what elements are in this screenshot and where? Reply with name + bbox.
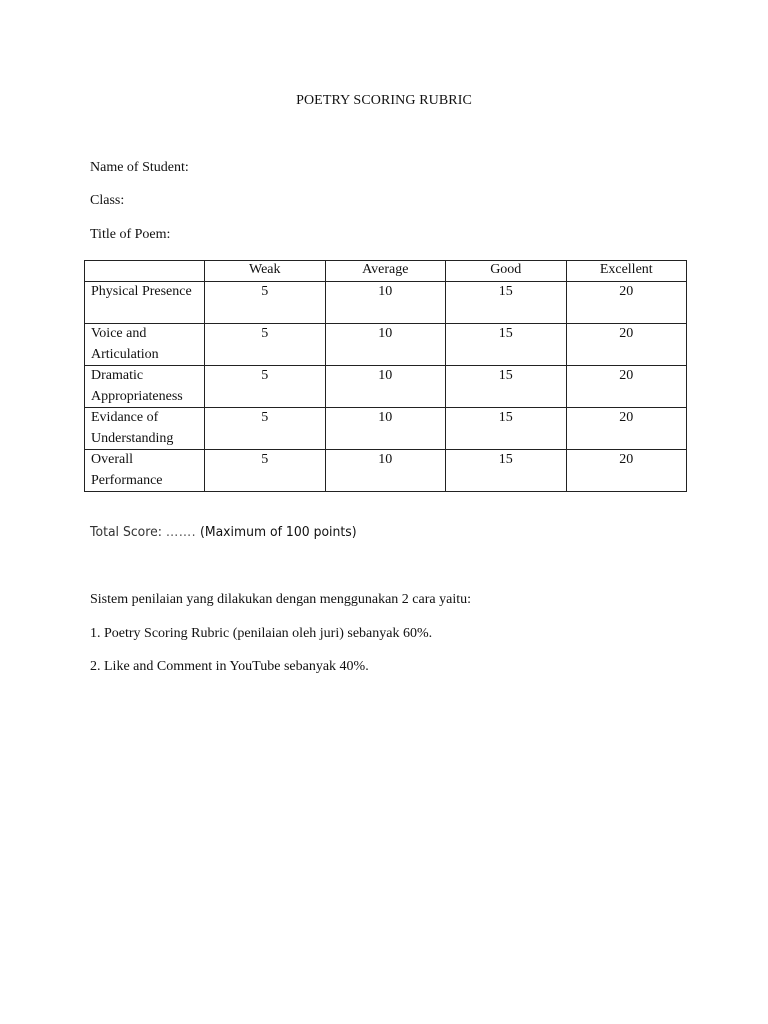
poem-title-label: Title of Poem: [90,227,171,242]
score-cell: 20 [566,324,687,366]
score-cell: 5 [205,366,326,408]
rubric-header-row [85,261,687,282]
document-title: POETRY SCORING RUBRIC [296,93,472,108]
score-cell: 20 [566,366,687,408]
score-cell: 10 [325,450,446,492]
criterion-cell: Dramatic Appropriateness [85,366,205,408]
score-cell: 10 [325,282,446,324]
criterion-cell: Evidance of Understanding [85,408,205,450]
score-cell: 20 [566,408,687,450]
score-cell: 5 [205,450,326,492]
score-cell: 5 [205,282,326,324]
score-cell: 15 [446,366,567,408]
criterion-cell: Voice and Articulation [85,324,205,366]
score-cell: 5 [205,324,326,366]
score-cell: 15 [446,282,567,324]
scoring-method-1: 1. Poetry Scoring Rubric (penilaian oleh juri) sebanyak 60%. [90,626,433,641]
total-score-line [90,524,357,540]
table-row [85,282,687,324]
scoring-system-intro: Sistem penilaian yang dilakukan dengan menggunakan 2 cara yaitu: [90,592,471,607]
criterion-cell: Overall Performance [85,450,205,492]
score-cell: 10 [325,366,446,408]
criterion-cell: Physical Presence [85,282,205,324]
score-cell: 10 [325,408,446,450]
rubric-corner-cell [85,261,205,282]
score-cell: 10 [325,324,446,366]
score-cell: 15 [446,450,567,492]
total-score-maximum: (Maximum of 100 points) [200,524,357,540]
score-cell: 20 [566,450,687,492]
student-name-label: Name of Student: [90,160,189,175]
score-cell: 15 [446,408,567,450]
table-row [85,450,687,492]
score-cell: 5 [205,408,326,450]
level-header-average: Average [325,261,446,282]
level-header-weak: Weak [205,261,326,282]
scoring-method-2: 2. Like and Comment in YouTube sebanyak 40%. [90,659,369,674]
class-label: Class: [90,193,125,208]
table-row [85,366,687,408]
scoring-rubric-table [84,260,687,492]
level-header-excellent: Excellent [566,261,687,282]
score-cell: 20 [566,282,687,324]
table-row [85,324,687,366]
score-cell: 15 [446,324,567,366]
table-row [85,408,687,450]
total-score-blank: ……. [165,524,197,540]
level-header-good: Good [446,261,567,282]
total-score-label: Total Score: [90,524,162,540]
